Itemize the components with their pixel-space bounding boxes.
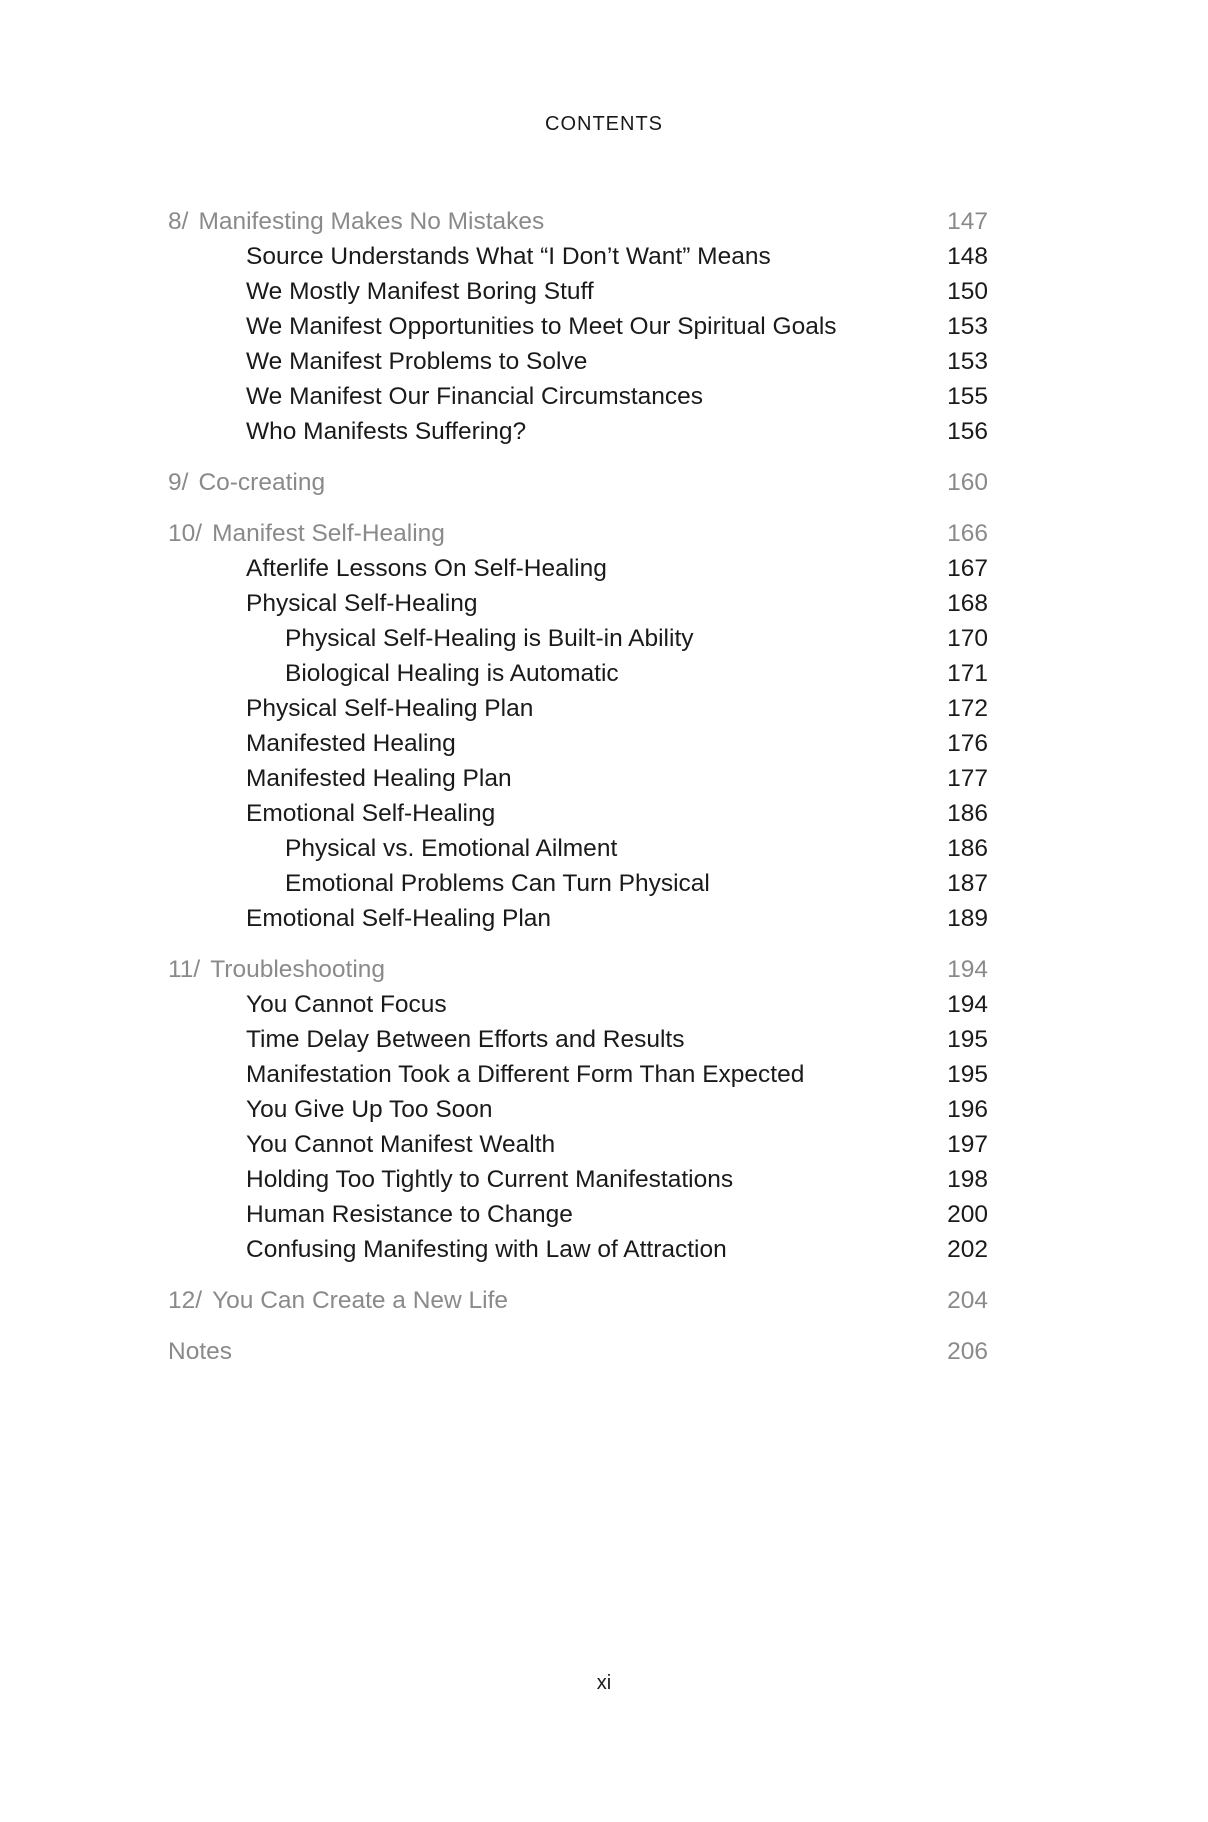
toc-page-number: 187 bbox=[947, 870, 988, 897]
entry-title-text: You Cannot Focus bbox=[246, 991, 447, 1018]
toc-entry-title bbox=[246, 1057, 804, 1092]
toc-page-number: 189 bbox=[947, 905, 988, 932]
toc-entry-title bbox=[246, 1162, 733, 1197]
toc-chapter-entry bbox=[168, 952, 988, 987]
entry-title-text: You Can Create a New Life bbox=[212, 1287, 509, 1314]
toc-page-number: 202 bbox=[947, 1236, 988, 1263]
toc-entry-title bbox=[246, 274, 594, 309]
toc-section-entry bbox=[168, 1127, 988, 1162]
toc-entry-title bbox=[246, 1197, 573, 1232]
toc-section-entry bbox=[168, 761, 988, 796]
toc-section-entry bbox=[168, 309, 988, 344]
toc-chapter-entry bbox=[168, 465, 988, 500]
toc-page-number: 194 bbox=[947, 991, 988, 1018]
toc-chapter-entry bbox=[168, 1283, 988, 1318]
entry-title-text: Holding Too Tightly to Current Manifestations bbox=[246, 1166, 734, 1193]
toc-page-number: 147 bbox=[947, 208, 988, 235]
toc-page-number: 153 bbox=[947, 313, 988, 340]
toc-page-number: 153 bbox=[947, 348, 988, 375]
entry-title-text: Manifested Healing bbox=[246, 730, 456, 757]
toc-entry-title bbox=[246, 987, 447, 1022]
table-of-contents bbox=[168, 204, 988, 1369]
toc-page-number: 186 bbox=[947, 800, 988, 827]
toc-chapter-entry bbox=[168, 516, 988, 551]
toc-page-number: 195 bbox=[947, 1026, 988, 1053]
toc-page-number: 195 bbox=[947, 1061, 988, 1088]
toc-page-number: 206 bbox=[947, 1338, 988, 1365]
entry-title-text: Emotional Self-Healing Plan bbox=[246, 905, 552, 932]
entry-title-text: Manifested Healing Plan bbox=[246, 765, 512, 792]
toc-page-number: 186 bbox=[947, 835, 988, 862]
toc-section-entry bbox=[168, 1092, 988, 1127]
entry-title-text: You Give Up Too Soon bbox=[246, 1096, 493, 1123]
toc-section-entry bbox=[168, 1022, 988, 1057]
toc-chapter-entry bbox=[168, 204, 988, 239]
entry-title-text: Human Resistance to Change bbox=[246, 1201, 573, 1228]
toc-page-number: 150 bbox=[947, 278, 988, 305]
toc-subsection-entry bbox=[168, 656, 988, 691]
toc-page-number: 171 bbox=[947, 660, 988, 687]
chapter-number: 9/ bbox=[168, 469, 189, 496]
toc-entry-title bbox=[168, 516, 445, 551]
toc-entry-title bbox=[285, 656, 619, 691]
toc-entry-title bbox=[246, 796, 495, 831]
entry-title-text: Manifest Self-Healing bbox=[212, 520, 445, 547]
toc-section-entry bbox=[168, 274, 988, 309]
entry-title-text: Time Delay Between Efforts and Results bbox=[246, 1026, 685, 1053]
toc-entry-title bbox=[246, 1232, 727, 1267]
entry-title-text: Emotional Self-Healing bbox=[246, 800, 496, 827]
entry-title-text: Physical Self-Healing is Built-in Ability bbox=[285, 625, 694, 652]
toc-page-number: 198 bbox=[947, 1166, 988, 1193]
toc-entry-title bbox=[285, 621, 694, 656]
toc-page-number: 168 bbox=[947, 590, 988, 617]
toc-entry-title bbox=[246, 761, 512, 796]
toc-page-number: 197 bbox=[947, 1131, 988, 1158]
toc-entry-title bbox=[246, 726, 456, 761]
toc-entry-title bbox=[285, 831, 617, 866]
entry-title-text: Physical Self-Healing Plan bbox=[246, 695, 534, 722]
toc-entry-title bbox=[246, 586, 478, 621]
toc-entry-title bbox=[246, 344, 587, 379]
toc-page-number: 170 bbox=[947, 625, 988, 652]
toc-section-entry bbox=[168, 987, 988, 1022]
entry-title-text: Afterlife Lessons On Self-Healing bbox=[246, 555, 607, 582]
toc-section-entry bbox=[168, 379, 988, 414]
running-head: CONTENTS bbox=[545, 113, 663, 135]
chapter-number: 11/ bbox=[168, 956, 201, 983]
chapter-number: 12/ bbox=[168, 1287, 203, 1314]
entry-title-text: Physical Self-Healing bbox=[246, 590, 478, 617]
toc-entry-title bbox=[168, 1283, 508, 1318]
toc-page-number: 176 bbox=[947, 730, 988, 757]
toc-section-entry bbox=[168, 414, 988, 449]
toc-section-entry bbox=[168, 344, 988, 379]
entry-title-text: Notes bbox=[168, 1338, 233, 1365]
toc-section-entry bbox=[168, 239, 988, 274]
entry-title-text: Emotional Problems Can Turn Physical bbox=[285, 870, 710, 897]
entry-title-text: We Mostly Manifest Boring Stuff bbox=[246, 278, 594, 305]
entry-title-text: We Manifest Problems to Solve bbox=[246, 348, 588, 375]
entry-title-text: Physical vs. Emotional Ailment bbox=[285, 835, 618, 862]
chapter-number: 10/ bbox=[168, 520, 203, 547]
toc-section-entry bbox=[168, 1232, 988, 1267]
page-number: xi bbox=[596, 1672, 612, 1694]
toc-section-entry bbox=[168, 901, 988, 936]
toc-entry-title bbox=[246, 901, 551, 936]
toc-section-entry bbox=[168, 1162, 988, 1197]
entry-title-text: Confusing Manifesting with Law of Attraction bbox=[246, 1236, 727, 1263]
entry-title-text: Who Manifests Suffering? bbox=[246, 418, 527, 445]
entry-title-text: We Manifest Our Financial Circumstances bbox=[246, 383, 704, 410]
entry-title-text: You Cannot Manifest Wealth bbox=[246, 1131, 556, 1158]
toc-subsection-entry bbox=[168, 866, 988, 901]
entry-title-text: Co-creating bbox=[198, 469, 326, 496]
toc-page-number: 160 bbox=[947, 469, 988, 496]
entry-title-text: Troubleshooting bbox=[210, 956, 386, 983]
toc-page-number: 177 bbox=[947, 765, 988, 792]
toc-section-entry bbox=[168, 1197, 988, 1232]
toc-entry-title bbox=[246, 1127, 555, 1162]
entry-title-text: Biological Healing is Automatic bbox=[285, 660, 619, 687]
toc-entry-title bbox=[246, 691, 533, 726]
toc-entry-title bbox=[246, 379, 703, 414]
toc-page-number: 200 bbox=[947, 1201, 988, 1228]
toc-page-number: 167 bbox=[947, 555, 988, 582]
toc-entry-title bbox=[285, 866, 710, 901]
toc-section-entry bbox=[168, 551, 988, 586]
toc-entry-title bbox=[246, 551, 607, 586]
toc-section-entry bbox=[168, 796, 988, 831]
toc-entry-title bbox=[246, 414, 526, 449]
entry-title-text: Manifesting Makes No Mistakes bbox=[198, 208, 545, 235]
toc-entry-title bbox=[168, 952, 385, 987]
toc-page-number: 204 bbox=[947, 1287, 988, 1314]
toc-page-number: 166 bbox=[947, 520, 988, 547]
toc-entry-title bbox=[246, 239, 771, 274]
toc-page-number: 148 bbox=[947, 243, 988, 270]
toc-entry-title bbox=[168, 204, 544, 239]
toc-entry-title bbox=[246, 309, 837, 344]
toc-page-number: 155 bbox=[947, 383, 988, 410]
entry-title-text: We Manifest Opportunities to Meet Our Spiritual Goals bbox=[246, 313, 837, 340]
toc-entry-title bbox=[246, 1092, 493, 1127]
toc-page-number: 156 bbox=[947, 418, 988, 445]
toc-section-entry bbox=[168, 586, 988, 621]
toc-section-entry bbox=[168, 691, 988, 726]
toc-page-number: 196 bbox=[947, 1096, 988, 1123]
toc-entry-title bbox=[168, 1334, 232, 1369]
entry-title-text: Source Understands What “I Don’t Want” Means bbox=[246, 243, 771, 270]
toc-page-number: 172 bbox=[947, 695, 988, 722]
toc-subsection-entry bbox=[168, 831, 988, 866]
entry-title-text: Manifestation Took a Different Form Than Expected bbox=[246, 1061, 805, 1088]
toc-section-entry bbox=[168, 1057, 988, 1092]
toc-subsection-entry bbox=[168, 621, 988, 656]
toc-section-entry bbox=[168, 726, 988, 761]
toc-entry-title bbox=[246, 1022, 684, 1057]
toc-entry-title bbox=[168, 465, 325, 500]
toc-chapter-entry bbox=[168, 1334, 988, 1369]
chapter-number: 8/ bbox=[168, 208, 189, 235]
toc-page-number: 194 bbox=[947, 956, 988, 983]
